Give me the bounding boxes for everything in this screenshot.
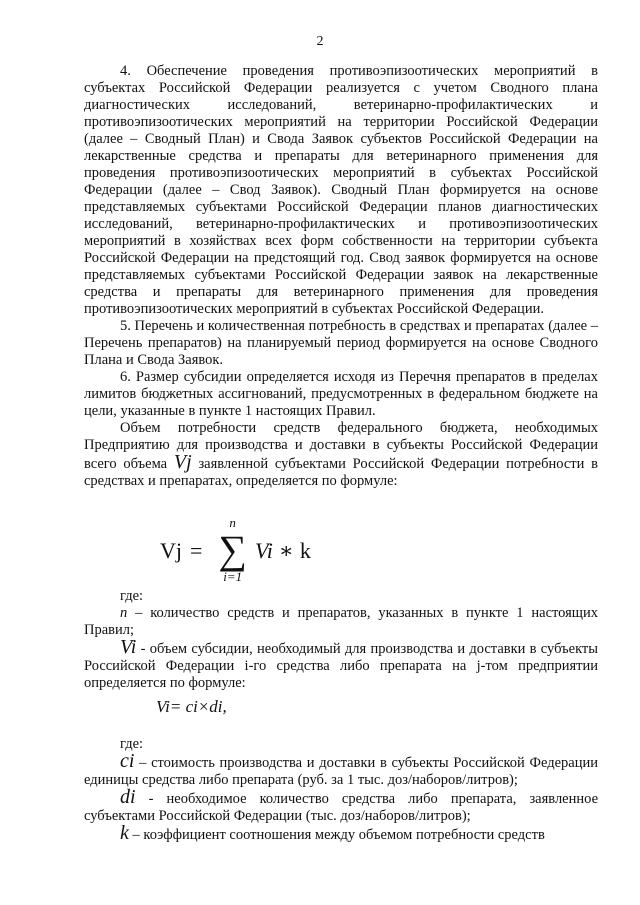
n-symbol: n	[120, 605, 128, 621]
definition-k	[84, 822, 598, 844]
sum-upper-limit: n	[229, 515, 236, 530]
summation	[218, 516, 247, 584]
definition-n	[84, 605, 598, 639]
formula-operator: ∗	[278, 537, 294, 563]
formula-vi-expression: Vi= ci×di,	[156, 697, 227, 716]
where-label-1: где:	[120, 588, 144, 604]
n-definition: – количество средств и препаратов, указанных в пункте 1 настоящих Правил;	[84, 605, 598, 638]
definition-di	[84, 786, 598, 825]
formula-lhs: Vj	[160, 537, 182, 563]
paragraph-volume	[84, 420, 598, 490]
sigma-sign: ∑	[218, 527, 247, 572]
formula-equals: =	[190, 537, 203, 563]
vi-symbol: Vi	[120, 636, 137, 658]
ci-symbol: ci	[120, 750, 135, 772]
k-definition: – коэффициент соотношения между объемом потребности средств	[128, 827, 545, 843]
definition-ci	[84, 750, 598, 789]
di-symbol: di	[120, 786, 136, 808]
where-label-2: где:	[120, 736, 144, 752]
paragraph-4: 4. Обеспечение проведения противоэпизоотических мероприятий в субъектах Российской Федерации реализуется с учетом Сводного плана диагностических исследований, ветеринарно-профилактических и противоэпизоотических мероприятий на территории Российской Федерации (далее – Сводный План) и Свода Заявок субъектов Российской Федерации на лекарственные средства и препараты для ветеринарного применения для проведения противоэпизоотических мероприятий в субъектах Российской Федерации (далее – Свод Заявок). Сводный План формируется на основе представляемых субъектами Российской Федерации планов диагностических исследований, ветеринарно-профилактических и противоэпизоотических мероприятий в хозяйствах всех форм собственности на территории субъекта Российской Федерации на предстоящий год. Свод заявок формируется на основе представляемых субъектами Российской Федерации заявок на лекарственные средства и препараты для ветеринарного применения для проведения противоэпизоотических мероприятий в субъектах Российской Федерации.	[84, 63, 598, 317]
vj-symbol: Vj	[173, 451, 192, 473]
sum-lower-limit: i=1	[223, 569, 243, 584]
volume-text-before: Объем потребности средств федерального бюджета, необходимых Предприятию для производства и доставки в субъекты Российской Федерации всего объема	[84, 420, 598, 472]
paragraph-6: 6. Размер субсидии определяется исходя из Перечня препаратов в пределах лимитов бюджетных ассигнований, предусмотренных в федеральном бюджете на цели, указанные в пункте 1 настоящих Правил.	[84, 369, 598, 419]
page-content	[84, 63, 598, 844]
k-symbol: k	[120, 822, 129, 844]
page-number: 2	[316, 34, 324, 49]
formula-k: k	[299, 537, 311, 563]
ci-definition: – стоимость производства и доставки в субъекты Российской Федерации единицы средства либо препарата (руб. за 1 тыс. доз/наборов/литров);	[84, 755, 598, 788]
formula-term: Vi	[254, 537, 273, 563]
vi-definition: - объем субсидии, необходимый для производства и доставки в субъекты Российской Федерации i-го средства либо препарата на j-том предприятии определяется по формуле:	[84, 641, 598, 691]
di-definition: - необходимое количество средства либо препарата, заявленное субъектами Российской Федерации (тыс. доз/наборов/литров);	[84, 791, 598, 824]
definition-vi	[84, 636, 598, 692]
volume-text-after: заявленной субъектами Российской Федерации потребности в средствах и препаратах, определяется по формуле:	[84, 456, 599, 489]
formula-vi	[84, 692, 598, 736]
formula-vj	[84, 496, 598, 588]
paragraph-5: 5. Перечень и количественная потребность в средствах и препаратах (далее – Перечень препаратов) на планируемый период формируется на основе Сводного Плана и Свода Заявок.	[84, 318, 598, 368]
